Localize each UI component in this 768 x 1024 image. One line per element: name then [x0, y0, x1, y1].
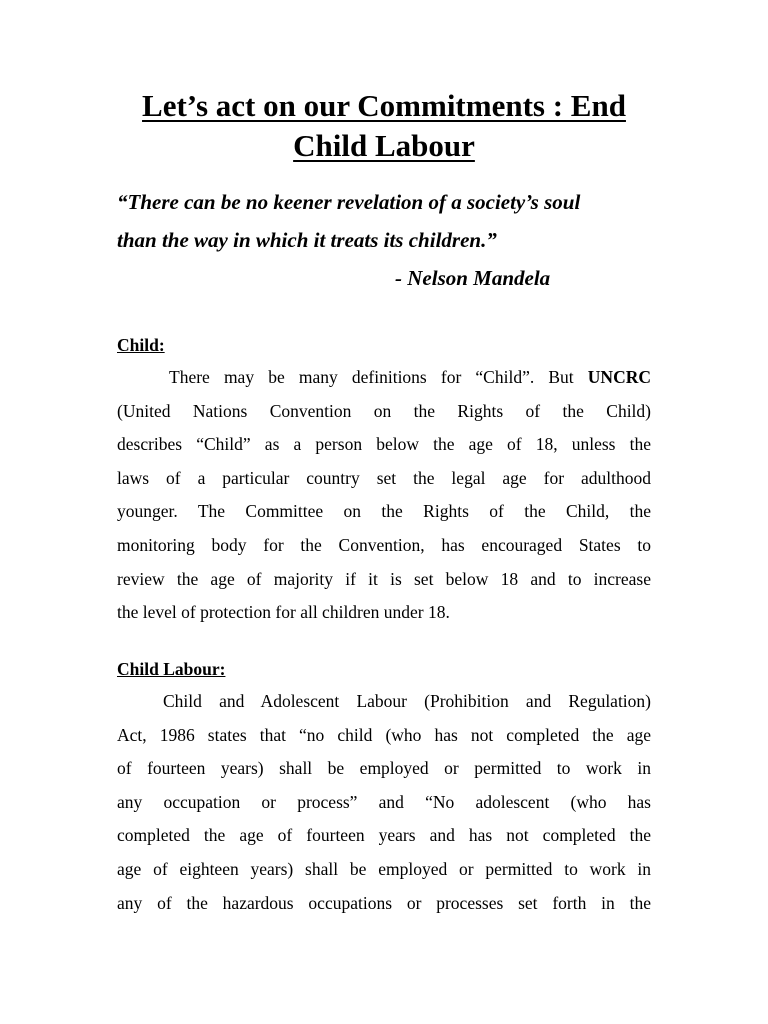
paragraph-line: (United Nations Convention on the Rights of the Child) [117, 400, 651, 421]
paragraph-line: Act, 1986 states that “no child (who has not completed the age [117, 724, 651, 745]
child-labour-section-heading: Child Labour: [117, 659, 226, 679]
paragraph-line: completed the age of fourteen years and has not completed the [117, 825, 651, 846]
document-title [90, 86, 678, 166]
paragraph-line: any of the hazardous occupations or processes set forth in the [117, 892, 651, 913]
paragraph-line: review the age of majority if it is set below 18 and to increase [117, 568, 651, 589]
child-labour-paragraph [117, 685, 651, 920]
title-line-1: Let’s act on our Commitments : End [142, 88, 626, 123]
paragraph-line: laws of a particular country set the legal age for adulthood [117, 467, 651, 488]
paragraph-text: There may be many definitions for “Child”. But [169, 367, 588, 387]
paragraph-line: describes “Child” as a person below the age of 18, unless the [117, 434, 651, 455]
paragraph-line: younger. The Committee on the Rights of the Child, the [117, 501, 651, 522]
uncrc-abbreviation: UNCRC [587, 367, 651, 387]
child-definition-paragraph [117, 361, 651, 630]
title-line-2: Child Labour [293, 128, 475, 163]
quote-line-1: “There can be no keener revelation of a society’s soul [117, 190, 581, 214]
paragraph-line: the level of protection for all children under 18. [117, 602, 450, 623]
paragraph-line: of fourteen years) shall be employed or permitted to work in [117, 758, 651, 779]
quote-attribution: - Nelson Mandela [395, 266, 551, 290]
paragraph-line [117, 361, 651, 395]
mandela-quote [117, 183, 657, 297]
quote-line-2: than the way in which it treats its children.” [117, 228, 497, 252]
paragraph-line: any occupation or process” and “No adolescent (who has [117, 791, 651, 812]
paragraph-line: age of eighteen years) shall be employed or permitted to work in [117, 858, 651, 879]
paragraph-line: Child and Adolescent Labour (Prohibition and Regulation) [163, 691, 651, 711]
paragraph-line: monitoring body for the Convention, has encouraged States to [117, 534, 651, 555]
child-section-heading: Child: [117, 335, 165, 355]
